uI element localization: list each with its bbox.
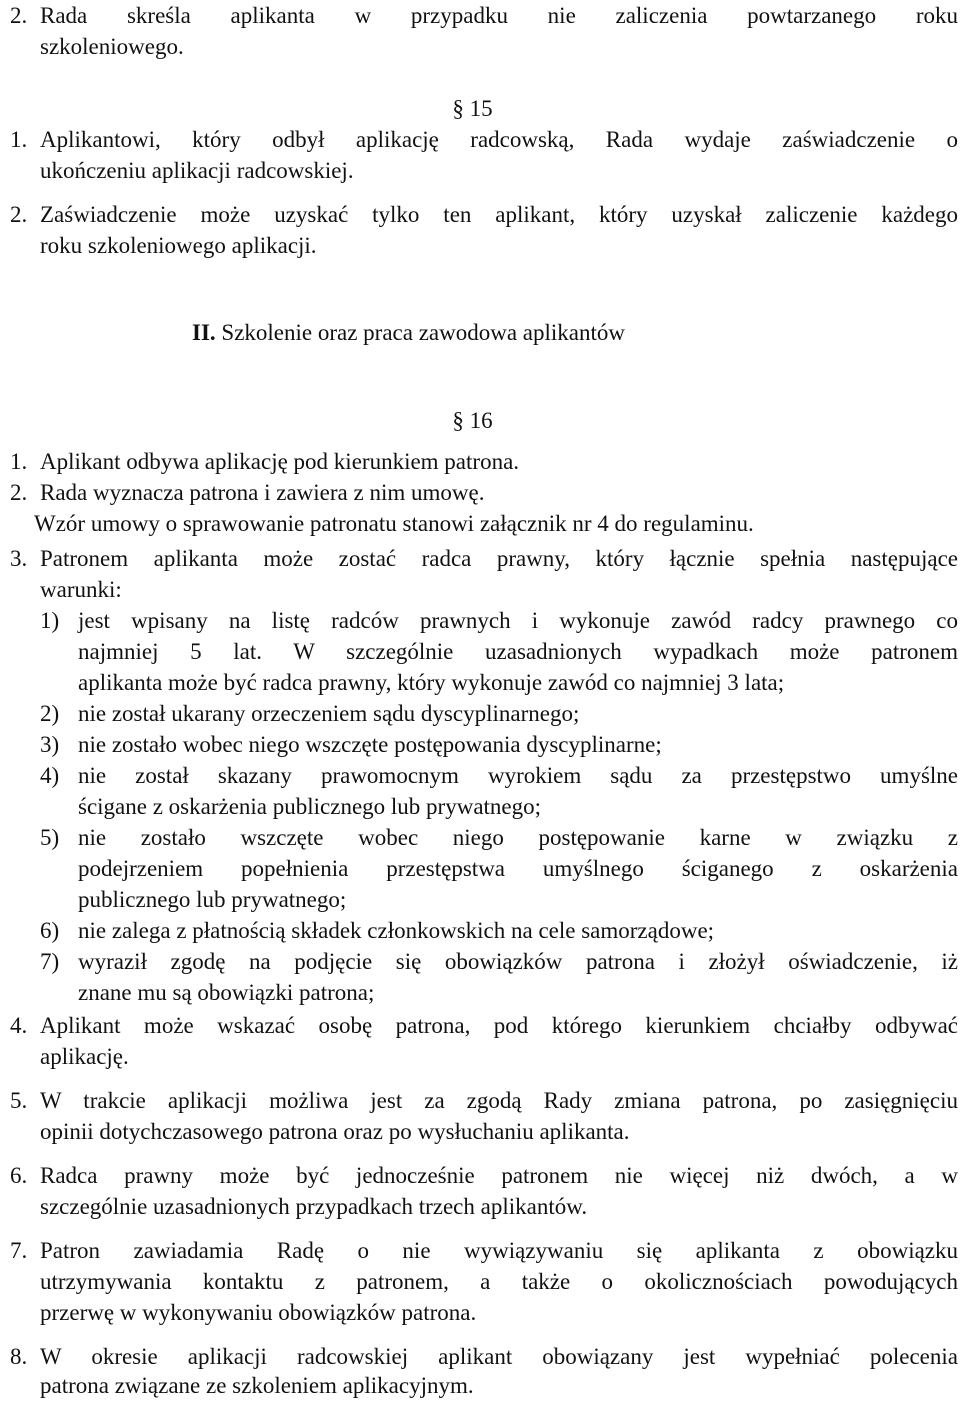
paragraph-line: Zaświadczenie może uzyskać tylko ten aplikant, który uzyskał zaliczenie każdego [40, 202, 958, 227]
paragraph-line: opinii dotychczasowego patrona oraz po wysłuchaniu aplikanta. [40, 1119, 630, 1144]
sub-item-line: najmniej 5 lat. W szczególnie uzasadnionych wypadkach może patronem [78, 639, 958, 664]
paragraph-line: roku szkoleniowego aplikacji. [40, 233, 317, 258]
item-number: 1. [10, 449, 28, 474]
note-line: Wzór umowy o sprawowanie patronatu stanowi załącznik nr 4 do regulaminu. [34, 511, 754, 536]
sub-item-number: 4) [40, 763, 60, 788]
paragraph-line: Rada wyznacza patrona i zawiera z nim umowę. [40, 480, 485, 505]
sub-item-line: nie zostało wobec niego wszczęte postępowania dyscyplinarne; [78, 732, 662, 757]
paragraph-line: Rada skreśla aplikanta w przypadku nie zaliczenia powtarzanego roku [40, 3, 958, 28]
sub-item-line: znane mu są obowiązki patrona; [78, 980, 375, 1005]
paragraph-line: przerwę w wykonywaniu obowiązków patrona. [40, 1300, 477, 1325]
sub-item-line: nie zalega z płatnością składek członkowskich na cele samorządowe; [78, 918, 715, 943]
item-number: 6. [10, 1163, 28, 1188]
sub-item-line: podejrzeniem popełnienia przestępstwa umyślnego ściganego z oskarżenia [78, 856, 958, 881]
item-number: 2. [10, 480, 28, 505]
paragraph-line: Aplikant odbywa aplikację pod kierunkiem patrona. [40, 449, 520, 474]
sub-item-number: 2) [40, 701, 60, 726]
item-number: 5. [10, 1088, 28, 1113]
sub-item-number: 3) [40, 732, 60, 757]
item-number: 8. [10, 1344, 28, 1369]
paragraph-line: szkoleniowego. [40, 34, 184, 59]
sub-item-number: 5) [40, 825, 60, 850]
paragraph-line: patrona związane ze szkoleniem aplikacyjnym. [40, 1373, 474, 1398]
item-number: 3. [10, 546, 28, 571]
sub-item-line: jest wpisany na listę radców prawnych i wykonuje zawód radcy prawnego co [78, 608, 958, 633]
paragraph-line: W trakcie aplikacji możliwa jest za zgodą Rady zmiana patrona, po zasięgnięciu [40, 1088, 958, 1113]
paragraph-line: Patron zawiadamia Radę o nie wywiązywaniu się aplikanta z obowiązku [40, 1238, 958, 1263]
paragraph-heading: § 16 [452, 408, 493, 433]
item-number: 2. [10, 202, 28, 227]
sub-item-line: nie został ukarany orzeczeniem sądu dyscyplinarnego; [78, 701, 580, 726]
sub-item-number: 1) [40, 608, 60, 633]
section-title: Szkolenie oraz praca zawodowa aplikantów [221, 320, 626, 345]
section-number: II. [192, 320, 216, 345]
item-number: 7. [10, 1238, 28, 1263]
paragraph-line: ukończeniu aplikacji radcowskiej. [40, 158, 354, 183]
sub-item-line: ścigane z oskarżenia publicznego lub prywatnego; [78, 794, 542, 819]
paragraph-line: utrzymywania kontaktu z patronem, a także o okolicznościach powodujących [40, 1269, 958, 1294]
sub-item-line: nie został skazany prawomocnym wyrokiem sądu za przestępstwo umyślne [78, 763, 958, 788]
sub-item-line: nie zostało wszczęte wobec niego postępowanie karne w związku z [78, 825, 958, 850]
sub-item-line: publicznego lub prywatnego; [78, 887, 347, 912]
paragraph-line: szczególnie uzasadnionych przypadkach trzech aplikantów. [40, 1194, 588, 1219]
section-heading [192, 317, 625, 348]
paragraph-line: Patronem aplikanta może zostać radca prawny, który łącznie spełnia następujące [40, 546, 958, 571]
paragraph-line: aplikację. [40, 1044, 129, 1069]
item-number: 2. [10, 3, 28, 28]
paragraph-heading: § 15 [452, 96, 493, 121]
item-number: 4. [10, 1013, 28, 1038]
sub-item-number: 7) [40, 949, 60, 974]
paragraph-line: W okresie aplikacji radcowskiej aplikant obowiązany jest wypełniać polecenia [40, 1344, 958, 1369]
sub-item-line: aplikanta może być radca prawny, który wykonuje zawód co najmniej 3 lata; [78, 670, 785, 695]
paragraph-line: Aplikantowi, który odbył aplikację radcowską, Rada wydaje zaświadczenie o [40, 127, 958, 152]
paragraph-line: Radca prawny może być jednocześnie patronem nie więcej niż dwóch, a w [40, 1163, 958, 1188]
item-number: 1. [10, 127, 28, 152]
sub-item-line: wyraził zgodę na podjęcie się obowiązków patrona i złożył oświadczenie, iż [78, 949, 958, 974]
paragraph-line: Aplikant może wskazać osobę patrona, pod którego kierunkiem chciałby odbywać [40, 1013, 958, 1038]
paragraph-line: warunki: [40, 577, 122, 602]
sub-item-number: 6) [40, 918, 60, 943]
